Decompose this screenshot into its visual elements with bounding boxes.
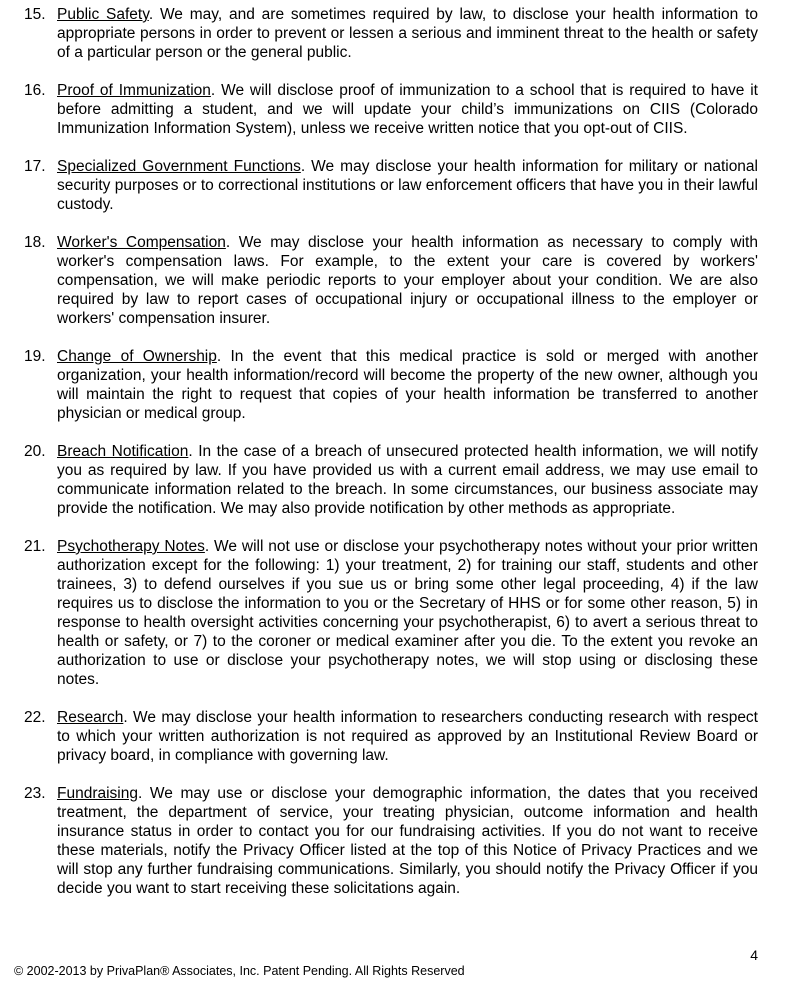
item-title: Worker's Compensation — [57, 234, 226, 251]
list-item — [24, 708, 758, 765]
item-number: 20. — [24, 443, 46, 460]
list-item — [24, 81, 758, 138]
item-title: Fundraising — [57, 785, 138, 802]
item-title: Breach Notification — [57, 443, 189, 460]
notice-items-list — [24, 5, 758, 917]
item-text: . We may disclose your health information as necessary to comply with worker's compensation laws. For example, to the extent your care is covered by workers' compensation, we will make periodic reports to your employer about your condition. We are also required by law to report cases of occupational injury or occupational illness to the employer or workers' compensation insurer. — [57, 234, 758, 327]
list-item — [24, 784, 758, 898]
item-number: 16. — [24, 82, 46, 99]
list-item — [24, 537, 758, 689]
item-number: 17. — [24, 158, 46, 175]
item-title: Proof of Immunization — [57, 82, 211, 99]
item-number: 22. — [24, 709, 46, 726]
item-title: Psychotherapy Notes — [57, 538, 205, 555]
item-number: 19. — [24, 348, 46, 365]
item-text: . We may, and are sometimes required by law, to disclose your health information to appropriate persons in order to prevent or lessen a serious and imminent threat to the health or safety of a particular person or the general public. — [57, 6, 758, 61]
item-text: . We will not use or disclose your psychotherapy notes without your prior written authorization except for the following: 1) your treatment, 2) for training our staff, students and other trainees, 3) to defend ourselves if you sue us or bring some other legal proceeding, 4) if the law requires us to disclose the information to you or the Secretary of HHS or for some other reason, 5) in response to health oversight activities concerning your psychotherapist, 6) to avert a serious threat to health or safety, or 7) to the coroner or medical examiner after you die. To the extent you revoke an authorization to use or disclose your psychotherapy notes, we will stop using or disclosing these notes. — [57, 538, 759, 688]
item-number: 15. — [24, 6, 46, 23]
item-title: Public Safety — [57, 6, 149, 23]
item-title: Change of Ownership — [57, 348, 217, 365]
item-text: . In the case of a breach of unsecured protected health information, we will notify you as required by law. If you have provided us with a current email address, we may use email to communicate information related to the breach. In some circumstances, our business associate may provide the notification. We may also provide notification by other methods as appropriate. — [57, 443, 758, 517]
list-item — [24, 442, 758, 518]
list-item — [24, 5, 758, 62]
page-number: 4 — [750, 947, 758, 963]
item-text: . We may disclose your health information for military or national security purposes or to correctional institutions or law enforcement officers that have you in their lawful custody. — [57, 158, 758, 213]
item-number: 18. — [24, 234, 46, 251]
item-title: Research — [57, 709, 124, 726]
list-item — [24, 157, 758, 214]
item-title: Specialized Government Functions — [57, 158, 301, 175]
list-item — [24, 233, 758, 328]
item-number: 21. — [24, 538, 46, 555]
item-text: . We may use or disclose your demographic information, the dates that you received treatment, the department of service, your treating physician, outcome information and health insurance status in order to contact you for our fundraising activities. If you do not want to receive these materials, notify the Privacy Officer listed at the top of this Notice of Privacy Practices and we will stop any further fundraising communications. Similarly, you should notify the Privacy Officer if you decide you want to start receiving these solicitations again. — [57, 785, 758, 897]
item-text: . We may disclose your health information to researchers conducting research with respect to which your written authorization is not required as approved by an Institutional Review Board or privacy board, in compliance with governing law. — [57, 709, 758, 764]
list-item — [24, 347, 758, 423]
item-text: . In the event that this medical practice is sold or merged with another organization, your health information/record will become the property of the new owner, although you will maintain the right to request that copies of your health information be transferred to another physician or medical group. — [57, 348, 758, 422]
item-number: 23. — [24, 785, 46, 802]
copyright-footer: © 2002-2013 by PrivaPlan® Associates, Inc. Patent Pending. All Rights Reserved — [14, 964, 465, 978]
item-text: . We will disclose proof of immunization to a school that is required to have it before admitting a student, and we will update your child’s immunizations on CIIS (Colorado Immunization Information System), unless we receive written notice that you opt-out of CIIS. — [57, 82, 758, 137]
